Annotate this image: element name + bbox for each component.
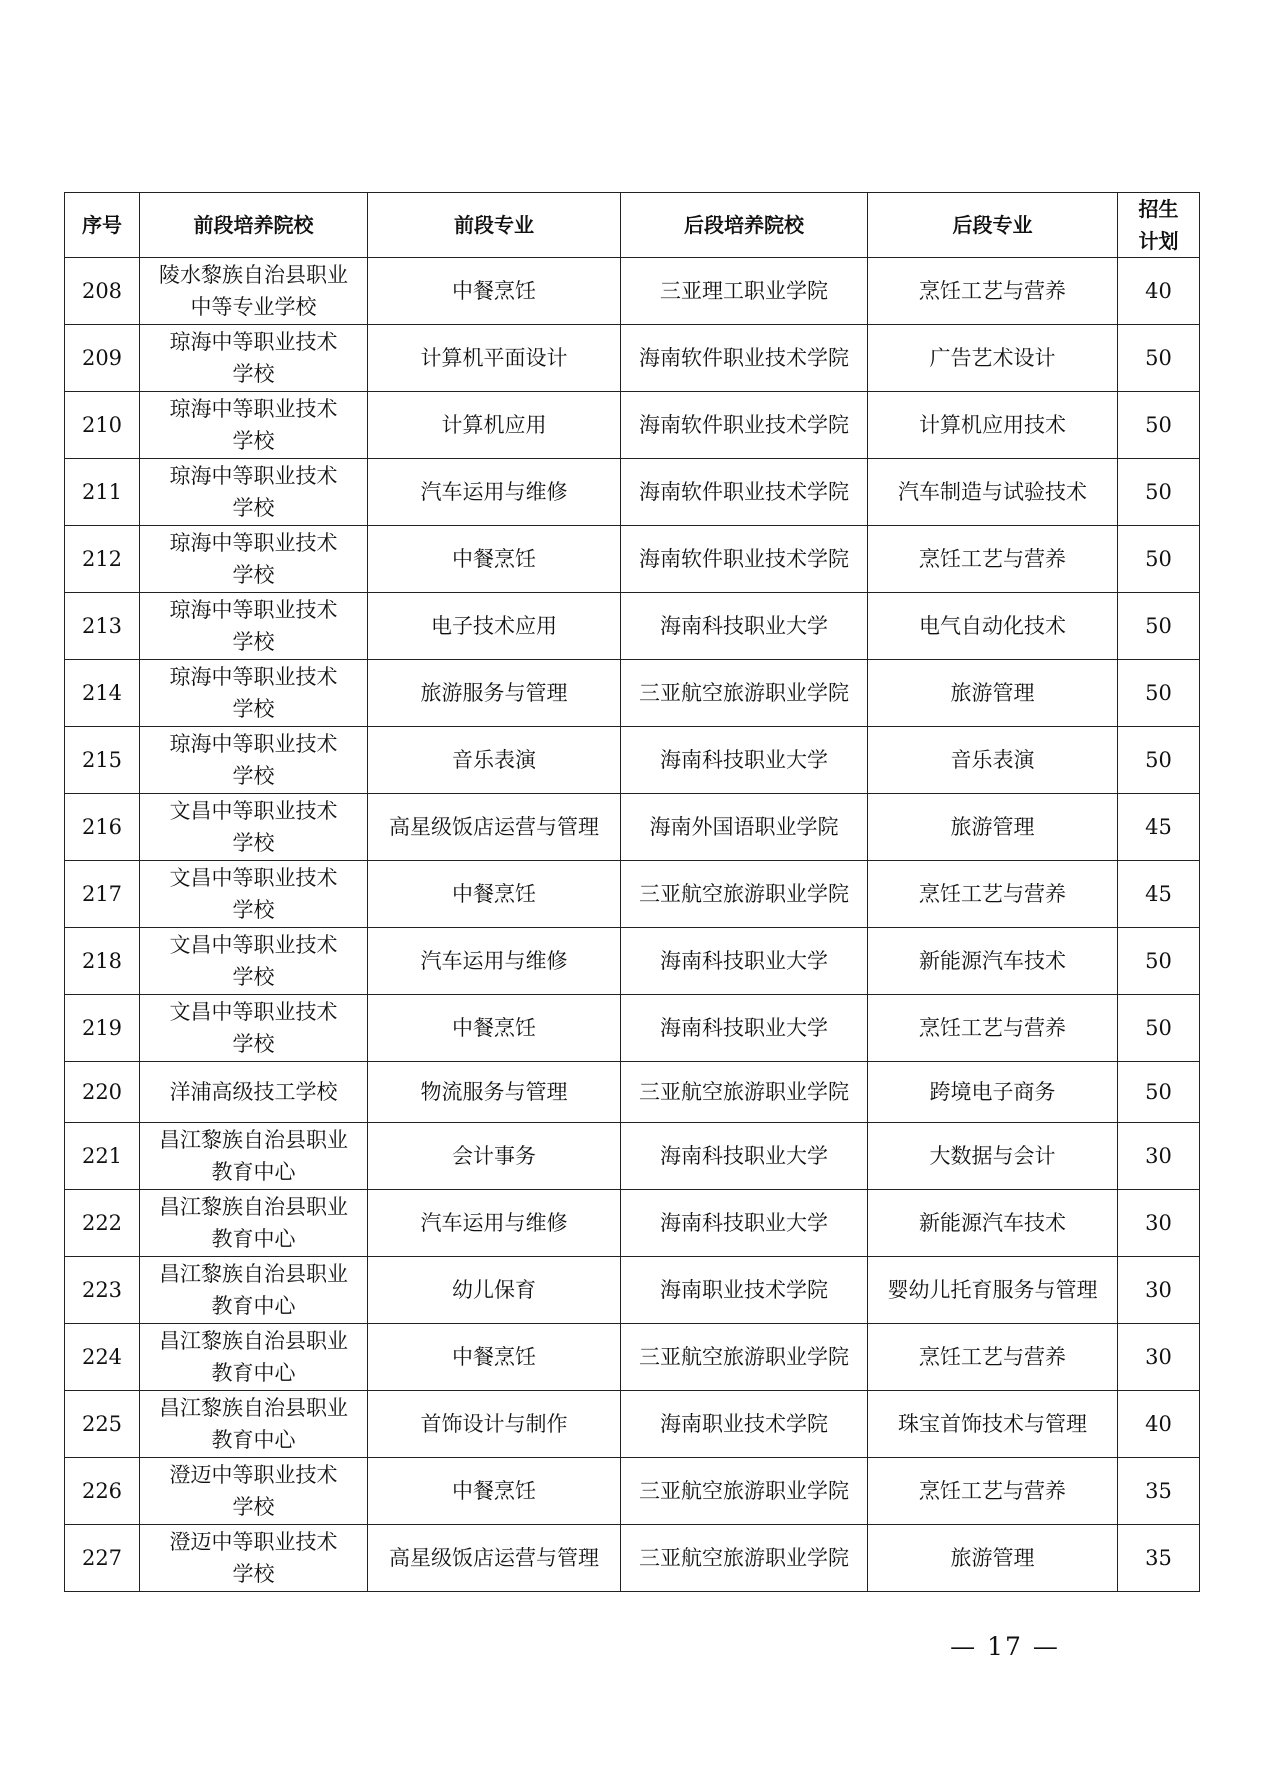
cell-front-school bbox=[140, 1458, 368, 1525]
cell-seq: 217 bbox=[65, 861, 140, 928]
cell-back-school: 海南科技职业大学 bbox=[621, 928, 868, 995]
cell-quota: 40 bbox=[1118, 1391, 1200, 1458]
front-school-line: 教育中心 bbox=[211, 1160, 296, 1184]
table-row bbox=[65, 1458, 1200, 1525]
cell-front-school bbox=[140, 392, 368, 459]
cell-front-school bbox=[140, 593, 368, 660]
front-school-line: 昌江黎族自治县职业 bbox=[159, 1262, 348, 1286]
header-seq: 序号 bbox=[65, 193, 140, 258]
table-row bbox=[65, 258, 1200, 325]
enrollment-plan-table bbox=[64, 192, 1200, 1592]
table-row bbox=[65, 995, 1200, 1062]
cell-quota: 50 bbox=[1118, 1062, 1200, 1123]
header-quota-line2: 计划 bbox=[1138, 229, 1179, 253]
cell-quota: 50 bbox=[1118, 459, 1200, 526]
cell-front-school bbox=[140, 1123, 368, 1190]
cell-front-school bbox=[140, 794, 368, 861]
front-school-line: 教育中心 bbox=[211, 1227, 296, 1251]
table-row bbox=[65, 928, 1200, 995]
cell-quota: 40 bbox=[1118, 258, 1200, 325]
cell-back-school: 三亚航空旅游职业学院 bbox=[621, 1525, 868, 1592]
cell-seq: 224 bbox=[65, 1324, 140, 1391]
cell-back-major: 新能源汽车技术 bbox=[868, 928, 1118, 995]
cell-back-major: 跨境电子商务 bbox=[868, 1062, 1118, 1123]
cell-seq: 218 bbox=[65, 928, 140, 995]
front-school-line: 文昌中等职业技术 bbox=[169, 866, 338, 890]
table-row bbox=[65, 794, 1200, 861]
front-school-line: 昌江黎族自治县职业 bbox=[159, 1396, 348, 1420]
front-school-line: 学校 bbox=[232, 362, 275, 386]
cell-front-major: 汽车运用与维修 bbox=[368, 1190, 621, 1257]
front-school-line: 学校 bbox=[232, 697, 275, 721]
cell-seq: 212 bbox=[65, 526, 140, 593]
front-school-line: 琼海中等职业技术 bbox=[169, 665, 338, 689]
front-school-line: 琼海中等职业技术 bbox=[169, 598, 338, 622]
cell-back-school: 海南科技职业大学 bbox=[621, 593, 868, 660]
cell-back-major: 烹饪工艺与营养 bbox=[868, 1324, 1118, 1391]
cell-back-major: 旅游管理 bbox=[868, 1525, 1118, 1592]
cell-quota: 35 bbox=[1118, 1525, 1200, 1592]
cell-seq: 213 bbox=[65, 593, 140, 660]
table-row bbox=[65, 1123, 1200, 1190]
cell-quota: 45 bbox=[1118, 794, 1200, 861]
front-school-line: 琼海中等职业技术 bbox=[169, 531, 338, 555]
cell-back-major: 汽车制造与试验技术 bbox=[868, 459, 1118, 526]
front-school-line: 昌江黎族自治县职业 bbox=[159, 1128, 348, 1152]
front-school-line: 洋浦高级技工学校 bbox=[169, 1080, 338, 1104]
cell-back-major: 烹饪工艺与营养 bbox=[868, 1458, 1118, 1525]
front-school-line: 学校 bbox=[232, 496, 275, 520]
cell-quota: 30 bbox=[1118, 1324, 1200, 1391]
cell-front-school bbox=[140, 995, 368, 1062]
front-school-line: 文昌中等职业技术 bbox=[169, 799, 338, 823]
cell-quota: 50 bbox=[1118, 995, 1200, 1062]
front-school-line: 学校 bbox=[232, 563, 275, 587]
cell-seq: 226 bbox=[65, 1458, 140, 1525]
table-row bbox=[65, 1391, 1200, 1458]
front-school-line: 学校 bbox=[232, 831, 275, 855]
cell-quota: 30 bbox=[1118, 1190, 1200, 1257]
cell-front-major: 计算机应用 bbox=[368, 392, 621, 459]
cell-front-school bbox=[140, 1525, 368, 1592]
cell-seq: 222 bbox=[65, 1190, 140, 1257]
cell-front-major: 幼儿保育 bbox=[368, 1257, 621, 1324]
cell-front-school bbox=[140, 1257, 368, 1324]
cell-back-major: 旅游管理 bbox=[868, 660, 1118, 727]
cell-back-school: 海南科技职业大学 bbox=[621, 727, 868, 794]
cell-back-major: 烹饪工艺与营养 bbox=[868, 526, 1118, 593]
cell-quota: 50 bbox=[1118, 325, 1200, 392]
cell-front-school bbox=[140, 727, 368, 794]
cell-back-major: 珠宝首饰技术与管理 bbox=[868, 1391, 1118, 1458]
page-number: — 17 — bbox=[950, 1632, 1060, 1661]
cell-quota: 30 bbox=[1118, 1257, 1200, 1324]
front-school-line: 琼海中等职业技术 bbox=[169, 464, 338, 488]
front-school-line: 学校 bbox=[232, 1495, 275, 1519]
cell-seq: 223 bbox=[65, 1257, 140, 1324]
cell-front-major: 中餐烹饪 bbox=[368, 258, 621, 325]
front-school-line: 琼海中等职业技术 bbox=[169, 330, 338, 354]
front-school-line: 学校 bbox=[232, 764, 275, 788]
table-row bbox=[65, 660, 1200, 727]
cell-front-school bbox=[140, 660, 368, 727]
cell-quota: 50 bbox=[1118, 660, 1200, 727]
table-row bbox=[65, 1257, 1200, 1324]
front-school-line: 文昌中等职业技术 bbox=[169, 1000, 338, 1024]
header-back-major: 后段专业 bbox=[868, 193, 1118, 258]
front-school-line: 陵水黎族自治县职业 bbox=[159, 263, 348, 287]
cell-front-school bbox=[140, 526, 368, 593]
cell-front-major: 中餐烹饪 bbox=[368, 1324, 621, 1391]
cell-front-school bbox=[140, 1062, 368, 1123]
table-body bbox=[65, 258, 1200, 1592]
cell-back-school: 三亚航空旅游职业学院 bbox=[621, 660, 868, 727]
cell-front-major: 汽车运用与维修 bbox=[368, 459, 621, 526]
cell-quota: 50 bbox=[1118, 727, 1200, 794]
table-row bbox=[65, 1190, 1200, 1257]
cell-quota: 45 bbox=[1118, 861, 1200, 928]
table-row bbox=[65, 392, 1200, 459]
cell-back-school: 海南软件职业技术学院 bbox=[621, 526, 868, 593]
cell-back-school: 三亚航空旅游职业学院 bbox=[621, 1062, 868, 1123]
table-row bbox=[65, 325, 1200, 392]
cell-front-school bbox=[140, 459, 368, 526]
table-row bbox=[65, 1525, 1200, 1592]
table-row bbox=[65, 1324, 1200, 1391]
front-school-line: 学校 bbox=[232, 630, 275, 654]
header-quota bbox=[1118, 193, 1200, 258]
front-school-line: 澄迈中等职业技术 bbox=[169, 1530, 338, 1554]
table-row bbox=[65, 526, 1200, 593]
cell-back-major: 烹饪工艺与营养 bbox=[868, 861, 1118, 928]
cell-quota: 50 bbox=[1118, 392, 1200, 459]
cell-seq: 216 bbox=[65, 794, 140, 861]
cell-back-school: 三亚理工职业学院 bbox=[621, 258, 868, 325]
front-school-line: 中等专业学校 bbox=[190, 295, 317, 319]
cell-back-major: 烹饪工艺与营养 bbox=[868, 258, 1118, 325]
cell-front-major: 旅游服务与管理 bbox=[368, 660, 621, 727]
cell-front-major: 高星级饭店运营与管理 bbox=[368, 794, 621, 861]
cell-front-major: 中餐烹饪 bbox=[368, 861, 621, 928]
cell-seq: 220 bbox=[65, 1062, 140, 1123]
cell-front-major: 电子技术应用 bbox=[368, 593, 621, 660]
cell-back-major: 旅游管理 bbox=[868, 794, 1118, 861]
front-school-line: 澄迈中等职业技术 bbox=[169, 1463, 338, 1487]
cell-seq: 225 bbox=[65, 1391, 140, 1458]
cell-front-school bbox=[140, 1324, 368, 1391]
cell-back-major: 烹饪工艺与营养 bbox=[868, 995, 1118, 1062]
cell-seq: 210 bbox=[65, 392, 140, 459]
cell-front-school bbox=[140, 861, 368, 928]
cell-back-school: 海南软件职业技术学院 bbox=[621, 392, 868, 459]
cell-back-school: 海南科技职业大学 bbox=[621, 1123, 868, 1190]
front-school-line: 学校 bbox=[232, 898, 275, 922]
front-school-line: 教育中心 bbox=[211, 1294, 296, 1318]
front-school-line: 琼海中等职业技术 bbox=[169, 732, 338, 756]
cell-front-school bbox=[140, 1391, 368, 1458]
cell-back-major: 新能源汽车技术 bbox=[868, 1190, 1118, 1257]
cell-front-school bbox=[140, 325, 368, 392]
cell-front-major: 中餐烹饪 bbox=[368, 526, 621, 593]
cell-back-major: 广告艺术设计 bbox=[868, 325, 1118, 392]
table-row bbox=[65, 727, 1200, 794]
front-school-line: 教育中心 bbox=[211, 1428, 296, 1452]
cell-back-school: 海南软件职业技术学院 bbox=[621, 459, 868, 526]
header-quota-line1: 招生 bbox=[1138, 197, 1179, 221]
front-school-line: 学校 bbox=[232, 965, 275, 989]
cell-seq: 208 bbox=[65, 258, 140, 325]
cell-back-school: 海南科技职业大学 bbox=[621, 995, 868, 1062]
cell-front-major: 中餐烹饪 bbox=[368, 1458, 621, 1525]
cell-back-school: 海南外国语职业学院 bbox=[621, 794, 868, 861]
table-row bbox=[65, 459, 1200, 526]
cell-quota: 50 bbox=[1118, 593, 1200, 660]
cell-back-school: 海南软件职业技术学院 bbox=[621, 325, 868, 392]
cell-front-school bbox=[140, 258, 368, 325]
cell-back-school: 三亚航空旅游职业学院 bbox=[621, 1324, 868, 1391]
table-row bbox=[65, 1062, 1200, 1123]
cell-quota: 50 bbox=[1118, 928, 1200, 995]
cell-front-major: 计算机平面设计 bbox=[368, 325, 621, 392]
front-school-line: 文昌中等职业技术 bbox=[169, 933, 338, 957]
front-school-line: 学校 bbox=[232, 1562, 275, 1586]
cell-seq: 219 bbox=[65, 995, 140, 1062]
cell-front-school bbox=[140, 1190, 368, 1257]
cell-back-major: 音乐表演 bbox=[868, 727, 1118, 794]
cell-front-major: 首饰设计与制作 bbox=[368, 1391, 621, 1458]
front-school-line: 昌江黎族自治县职业 bbox=[159, 1329, 348, 1353]
cell-seq: 221 bbox=[65, 1123, 140, 1190]
cell-back-major: 大数据与会计 bbox=[868, 1123, 1118, 1190]
header-front-major: 前段专业 bbox=[368, 193, 621, 258]
cell-front-major: 汽车运用与维修 bbox=[368, 928, 621, 995]
cell-seq: 214 bbox=[65, 660, 140, 727]
cell-front-major: 音乐表演 bbox=[368, 727, 621, 794]
cell-seq: 227 bbox=[65, 1525, 140, 1592]
cell-seq: 211 bbox=[65, 459, 140, 526]
cell-back-major: 婴幼儿托育服务与管理 bbox=[868, 1257, 1118, 1324]
cell-front-major: 高星级饭店运营与管理 bbox=[368, 1525, 621, 1592]
table-row bbox=[65, 593, 1200, 660]
table-header-row bbox=[65, 193, 1200, 258]
cell-seq: 215 bbox=[65, 727, 140, 794]
cell-quota: 30 bbox=[1118, 1123, 1200, 1190]
cell-back-major: 电气自动化技术 bbox=[868, 593, 1118, 660]
front-school-line: 学校 bbox=[232, 1032, 275, 1056]
cell-back-major: 计算机应用技术 bbox=[868, 392, 1118, 459]
cell-quota: 50 bbox=[1118, 526, 1200, 593]
cell-seq: 209 bbox=[65, 325, 140, 392]
front-school-line: 琼海中等职业技术 bbox=[169, 397, 338, 421]
cell-back-school: 海南职业技术学院 bbox=[621, 1257, 868, 1324]
front-school-line: 学校 bbox=[232, 429, 275, 453]
cell-quota: 35 bbox=[1118, 1458, 1200, 1525]
cell-back-school: 海南科技职业大学 bbox=[621, 1190, 868, 1257]
header-back-school: 后段培养院校 bbox=[621, 193, 868, 258]
cell-front-major: 物流服务与管理 bbox=[368, 1062, 621, 1123]
cell-front-major: 会计事务 bbox=[368, 1123, 621, 1190]
cell-back-school: 三亚航空旅游职业学院 bbox=[621, 1458, 868, 1525]
table-row bbox=[65, 861, 1200, 928]
cell-back-school: 海南职业技术学院 bbox=[621, 1391, 868, 1458]
cell-front-major: 中餐烹饪 bbox=[368, 995, 621, 1062]
cell-front-school bbox=[140, 928, 368, 995]
header-front-school: 前段培养院校 bbox=[140, 193, 368, 258]
cell-back-school: 三亚航空旅游职业学院 bbox=[621, 861, 868, 928]
front-school-line: 昌江黎族自治县职业 bbox=[159, 1195, 348, 1219]
front-school-line: 教育中心 bbox=[211, 1361, 296, 1385]
